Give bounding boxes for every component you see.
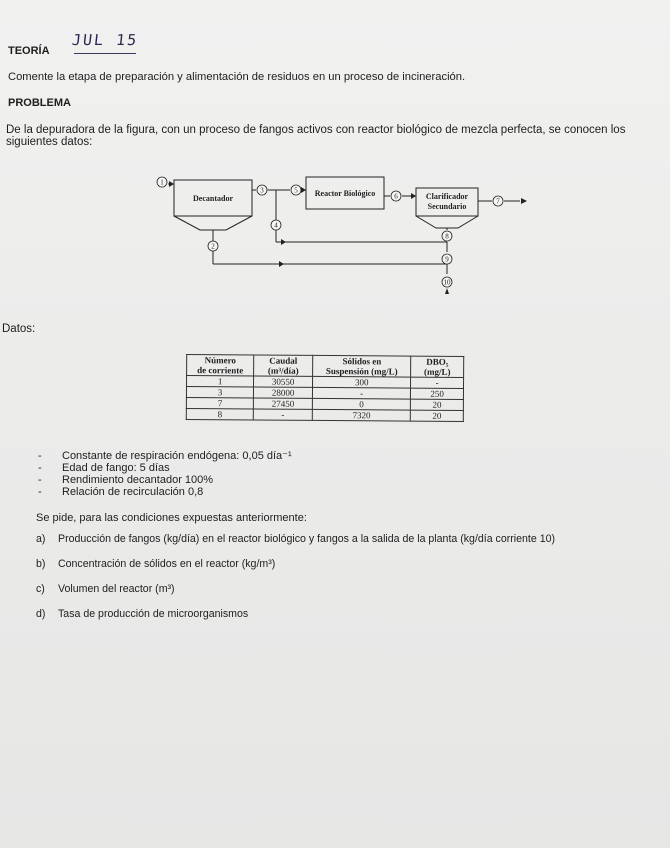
cell-corriente: 7 xyxy=(186,398,253,409)
stream-label-2: 2 xyxy=(211,242,215,251)
table-header-row xyxy=(187,355,464,378)
cell-caudal: 28000 xyxy=(254,387,313,398)
data-bullet-list xyxy=(38,450,292,498)
clarificador-label-1: Clarificador xyxy=(425,192,469,201)
cell-solidos: 7320 xyxy=(312,409,410,421)
header-dbo: DBO₅ (mg/L) xyxy=(411,356,464,377)
problema-intro-line1: De la depuradora de la figura, con un proceso de fangos activos con reactor biológico de mezcla perfecta, se conocen los xyxy=(6,124,626,136)
handwritten-underline xyxy=(74,53,136,54)
cell-dbo: 250 xyxy=(411,388,464,399)
question-a: a) Producción de fangos (kg/día) en el reactor biológico y fangos a la salida de la planta (kg/día corriente 10) xyxy=(36,533,556,545)
teoria-heading: TEORÍA xyxy=(8,45,50,57)
handwritten-date-note: JUL 15 xyxy=(71,31,140,49)
datos-label: Datos: xyxy=(2,323,36,335)
cell-solidos: 300 xyxy=(313,376,411,388)
problema-heading: PROBLEMA xyxy=(8,97,71,109)
stream-label-9: 9 xyxy=(445,255,449,264)
list-item: - Constante de respiración endógena: 0,05 día⁻¹ xyxy=(38,450,292,462)
cell-caudal: 27450 xyxy=(254,398,313,409)
question-b: b) Concentración de sólidos en el reactor (kg/m³) xyxy=(36,558,276,570)
cell-corriente: 8 xyxy=(186,409,253,420)
cell-dbo: - xyxy=(411,377,464,388)
header-numero: Número de corriente xyxy=(187,355,254,376)
problema-intro-line2: siguientes datos: xyxy=(6,136,93,148)
cell-corriente: 1 xyxy=(187,376,254,387)
cell-caudal: 30550 xyxy=(254,376,313,387)
stream-label-3: 3 xyxy=(260,186,264,195)
list-item: - Rendimiento decantador 100% xyxy=(38,474,214,486)
cell-corriente: 3 xyxy=(186,387,253,398)
stream-label-10: 10 xyxy=(443,278,451,287)
stream-label-5: 5 xyxy=(294,186,298,195)
list-item: - Relación de recirculación 0,8 xyxy=(38,486,204,498)
data-table xyxy=(186,354,464,422)
cell-caudal: - xyxy=(253,409,312,420)
stream-label-4: 4 xyxy=(274,221,278,230)
question-d: d) Tasa de producción de microorganismos xyxy=(36,608,249,620)
stream-label-1: 1 xyxy=(160,178,164,187)
clarificador-label-2: Secundario xyxy=(427,202,467,211)
header-solidos: Sólidos en Suspensión (mg/L) xyxy=(313,355,411,377)
reactor-label: Reactor Biológico xyxy=(314,189,376,198)
stream-label-6: 6 xyxy=(394,192,398,201)
teoria-question: Comente la etapa de preparación y alimentación de residuos en un proceso de incineración. xyxy=(8,71,466,83)
cell-dbo: 20 xyxy=(411,399,464,410)
cell-dbo: 20 xyxy=(411,410,464,421)
header-caudal: Caudal (m³/día) xyxy=(254,355,313,376)
se-pide-text: Se pide, para las condiciones expuestas anteriormente: xyxy=(36,512,307,524)
process-diagram xyxy=(150,168,530,298)
table-row xyxy=(186,409,463,422)
cell-solidos: - xyxy=(313,387,411,399)
decantador-label: Decantador xyxy=(193,194,233,203)
stream-label-7: 7 xyxy=(496,197,500,206)
question-c: c) Volumen del reactor (m³) xyxy=(36,583,175,595)
stream-label-8: 8 xyxy=(445,232,449,241)
list-item: - Edad de fango: 5 días xyxy=(38,462,170,474)
cell-solidos: 0 xyxy=(312,398,410,410)
